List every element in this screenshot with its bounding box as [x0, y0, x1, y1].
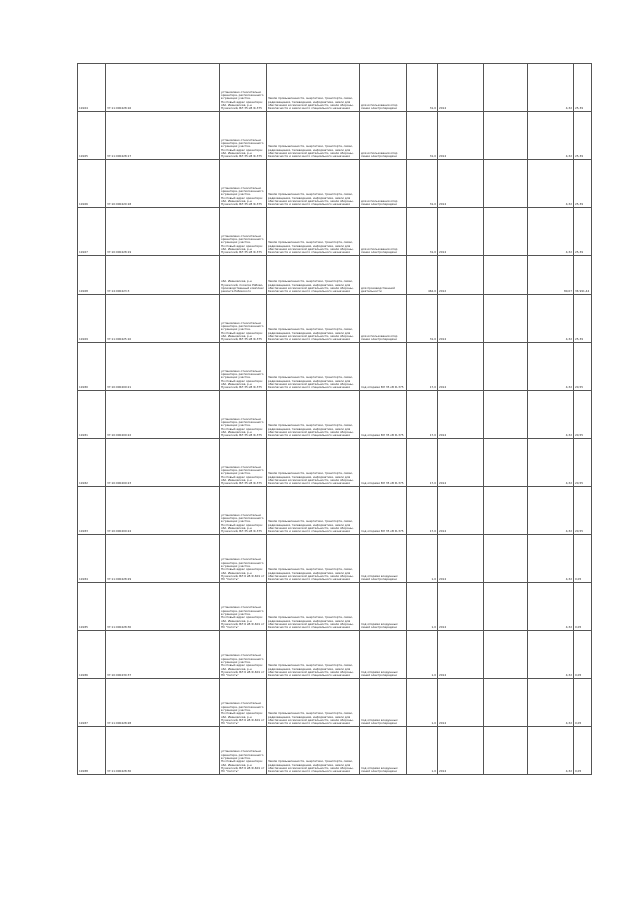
year-value: 2014	[438, 727, 484, 775]
location-description: установлено относительно ориентира, расположенного в границах участка. Почтовый адрес ориентира: обл. Ивановская, р-н Пучежский, ВЛ 35 кВ Ф-375	[220, 112, 267, 160]
land-category: Земли промышленности, энергетики, транспорта, связи, радиовещания, телевидения, информатики, земли для обеспечения космической деятельности, земли обороны, безопасности и земли иного специального назначения	[267, 679, 360, 727]
rate-value: 4,32	[528, 679, 574, 727]
table-row	[78, 208, 592, 256]
location-description: установлено относительно ориентира, расположенного в границах участка. Почтовый адрес ориентира: обл. Ивановская, р-н Пучежский, ВЛ 35 кВ Ф-375	[220, 160, 267, 208]
location-description: установлено относительно ориентира, расположенного в границах участка. Почтовый адрес ориентира: обл. Ивановская, р-н Пучежский, ВЛ 35 кВ Ф-375	[220, 487, 267, 535]
rate-value: 4,32	[528, 112, 574, 160]
value-one	[484, 64, 528, 112]
cadastral-number: 37:11:000428:28	[106, 679, 220, 727]
permitted-use: под опорами воздушных линий электропередачи	[360, 631, 407, 679]
year-value: 2014	[438, 679, 484, 727]
row-number: 19180	[78, 343, 106, 391]
cadastral-number: 37:10:000420:18	[106, 160, 220, 208]
row-number: 19184	[78, 535, 106, 583]
year-value: 2012	[438, 256, 484, 295]
amount-value: 25,39	[574, 64, 592, 112]
amount-value: 0,05	[574, 583, 592, 631]
permitted-use: под опорами ВЛ 35 кВ Ф-375	[360, 439, 407, 487]
location-description: установлено относительно ориентира, расположенного в границах участка. Почтовый адрес ориентира: обл. Ивановская, р-н Пучежский, ВЛ 35 кВ Ф-375	[220, 208, 267, 256]
permitted-use: под опорами воздушных линий электропередачи	[360, 535, 407, 583]
year-value: 2014	[438, 487, 484, 535]
rate-value: 4,32	[528, 487, 574, 535]
value-one	[484, 160, 528, 208]
table-row	[78, 439, 592, 487]
land-category: Земли промышленности, энергетики, транспорта, связи, радиовещания, телевидения, информатики, земли для обеспечения космической деятельности, земли обороны, безопасности и земли иного специального назначения	[267, 160, 360, 208]
row-number: 19188	[78, 727, 106, 775]
row-number: 19186	[78, 631, 106, 679]
amount-value: 20,55	[574, 391, 592, 439]
value-one	[484, 727, 528, 775]
location-description: установлено относительно ориентира, расположенного в границах участка. Почтовый адрес ориентира: обл. Ивановская, р-н Пучежский, ВЛ 6 кВ Ф-601 от ПС "Сеготь"	[220, 631, 267, 679]
permitted-use: под опорами воздушных линий электропередачи	[360, 583, 407, 631]
amount-value: 0,05	[574, 679, 592, 727]
rate-value: 4,32	[528, 631, 574, 679]
area-value: 1,0	[407, 727, 438, 775]
land-plot-register-table	[77, 63, 592, 775]
year-value: 2014	[438, 208, 484, 256]
row-number: 19167	[78, 208, 106, 256]
location-description: установлено относительно ориентира, расположенного в границах участка. Почтовый адрес ориентира: обл. Ивановская, р-н Пучежский, ВЛ 35 кВ Ф-375	[220, 391, 267, 439]
register-body	[78, 64, 592, 775]
cadastral-number: 37:11:000425:10	[106, 295, 220, 343]
rate-value: 4,32	[528, 439, 574, 487]
value-one	[484, 208, 528, 256]
table-row	[78, 727, 592, 775]
area-value: 31,0	[407, 295, 438, 343]
location-description: установлено относительно ориентира, расположенного в границах участка. Почтовый адрес ориентира: обл. Ивановская, р-н Пучежский, ВЛ 6 кВ Ф-601 от ПС "Сеготь"	[220, 727, 267, 775]
table-row	[78, 391, 592, 439]
location-description: установлено относительно ориентира, расположенного в границах участка. Почтовый адрес ориентира: обл. Ивановская, р-н Пучежский, ВЛ 6 кВ Ф-601 от ПС "Сеготь"	[220, 535, 267, 583]
table-row	[78, 631, 592, 679]
value-one	[484, 295, 528, 343]
value-one	[484, 256, 528, 295]
year-value: 2014	[438, 583, 484, 631]
permitted-use: под опорами воздушных линий электропередачи	[360, 679, 407, 727]
row-number: 19187	[78, 679, 106, 727]
cadastral-number: 37:11:000428:29	[106, 535, 220, 583]
area-value: 31,0	[407, 160, 438, 208]
amount-value: 25,39	[574, 295, 592, 343]
rate-value: 4,32	[528, 391, 574, 439]
year-value: 2014	[438, 439, 484, 487]
permitted-use: для использования опор линии электропередачи	[360, 160, 407, 208]
value-one	[484, 583, 528, 631]
permitted-use: под опорами ВЛ 35 кВ Ф-375	[360, 487, 407, 535]
row-number: 19181	[78, 391, 106, 439]
rate-value: 4,32	[528, 583, 574, 631]
rate-value: 4,32	[528, 727, 574, 775]
permitted-use: под опорами ВЛ 35 кВ Ф-375	[360, 391, 407, 439]
area-value: 31,0	[407, 64, 438, 112]
land-category: Земли промышленности, энергетики, транспорта, связи, радиовещания, телевидения, информатики, земли для обеспечения космической деятельности, земли обороны, безопасности и земли иного специального назначения	[267, 727, 360, 775]
table-row	[78, 679, 592, 727]
value-one	[484, 631, 528, 679]
area-value: 462,0	[407, 256, 438, 295]
row-number: 19182	[78, 439, 106, 487]
amount-value: 0,05	[574, 727, 592, 775]
cadastral-number: 37:10:000409:21	[106, 343, 220, 391]
cadastral-number: 37:10:000409:22	[106, 391, 220, 439]
land-category: Земли промышленности, энергетики, транспорта, связи, радиовещания, телевидения, информатики, земли для обеспечения космической деятельности, земли обороны, безопасности и земли иного специального назначения	[267, 343, 360, 391]
location-description: установлено относительно ориентира, расположенного в границах участка. Почтовый адрес ориентира: обл. Ивановская, р-н Пучежский, ВЛ 35 кВ Ф-375	[220, 343, 267, 391]
cadastral-number: 37:10:000430:37	[106, 631, 220, 679]
rate-value: 4,32	[528, 208, 574, 256]
row-number: 19166	[78, 160, 106, 208]
rate-value: 4,32	[528, 535, 574, 583]
amount-value: 20,55	[574, 343, 592, 391]
table-row	[78, 583, 592, 631]
location-description: установлено относительно ориентира, расположенного в границах участка. Почтовый адрес ориентира: обл. Ивановская, р-н Пучежский, ВЛ 35 кВ Ф-375	[220, 64, 267, 112]
permitted-use: под опорами воздушных линий электропередачи	[360, 727, 407, 775]
table-row	[78, 160, 592, 208]
area-value: 17,0	[407, 487, 438, 535]
year-value: 2014	[438, 160, 484, 208]
year-value: 2014	[438, 64, 484, 112]
rate-value: 4,32	[528, 160, 574, 208]
register-sheet	[77, 63, 592, 775]
land-category: Земли промышленности, энергетики, транспорта, связи, радиовещания, телевидения, информатики, земли для обеспечения космической деятельности, земли обороны, безопасности и земли иного специального назначения	[267, 64, 360, 112]
row-number: 19164	[78, 64, 106, 112]
year-value: 2014	[438, 295, 484, 343]
cadastral-number: 37:11:000428:30	[106, 727, 220, 775]
land-category: Земли промышленности, энергетики, транспорта, связи, радиовещания, телевидения, информатики, земли для обеспечения космической деятельности, земли обороны, безопасности и земли иного специального назначения	[267, 535, 360, 583]
amount-value: 25,39	[574, 112, 592, 160]
value-one	[484, 439, 528, 487]
location-description: установлено относительно ориентира, расположенного в границах участка. Почтовый адрес ориентира: обл. Ивановская, р-н Пучежский, ВЛ 35 кВ Ф-375	[220, 439, 267, 487]
location-description: установлено относительно ориентира, расположенного в границах участка. Почтовый адрес ориентира: обл. Ивановская, р-н Пучежский, ВЛ 6 кВ Ф-601 от ПС "Сеготь"	[220, 679, 267, 727]
location-description: установлено относительно ориентира, расположенного в границах участка. Почтовый адрес ориентира: обл. Ивановская, р-н Пучежский, ВЛ 6 кВ Ф-601 от ПС "Сеготь"	[220, 583, 267, 631]
table-row	[78, 64, 592, 112]
table-row	[78, 295, 592, 343]
row-number: 19185	[78, 583, 106, 631]
amount-value: 36 991,44	[574, 256, 592, 295]
rate-value: 4,32	[528, 343, 574, 391]
land-category: Земли промышленности, энергетики, транспорта, связи, радиовещания, телевидения, информатики, земли для обеспечения космической деятельности, земли обороны, безопасности и земли иного специального назначения	[267, 487, 360, 535]
rate-value: 4,32	[528, 64, 574, 112]
land-category: Земли промышленности, энергетики, транспорта, связи, радиовещания, телевидения, информатики, земли для обеспечения космической деятельности, земли обороны, безопасности и земли иного специального назначения	[267, 391, 360, 439]
area-value: 31,0	[407, 208, 438, 256]
area-value: 17,0	[407, 343, 438, 391]
permitted-use: для использования опор линии электропередачи	[360, 112, 407, 160]
year-value: 2014	[438, 535, 484, 583]
location-description: установлено относительно ориентира, расположенного в границах участка. Почтовый адрес ориентира: обл. Ивановская, р-н Пучежский, ВЛ 35 кВ Ф-375	[220, 295, 267, 343]
area-value: 1,0	[407, 535, 438, 583]
cadastral-number: 37:11:000428:17	[106, 112, 220, 160]
cadastral-number: 37:10:000409:24	[106, 487, 220, 535]
value-one	[484, 112, 528, 160]
table-row	[78, 487, 592, 535]
value-one	[484, 487, 528, 535]
year-value: 2014	[438, 631, 484, 679]
land-category: Земли промышленности, энергетики, транспорта, связи, радиовещания, телевидения, информатики, земли для обеспечения космической деятельности, земли обороны, безопасности и земли иного специального назначения	[267, 439, 360, 487]
land-category: Земли промышленности, энергетики, транспорта, связи, радиовещания, телевидения, информатики, земли для обеспечения космической деятельности, земли обороны, безопасности и земли иного специального назначения	[267, 256, 360, 295]
permitted-use: для производственной деятельности	[360, 256, 407, 295]
amount-value: 0,05	[574, 535, 592, 583]
land-category: Земли промышленности, энергетики, транспорта, связи, радиовещания, телевидения, информатики, земли для обеспечения космической деятельности, земли обороны, безопасности и земли иного специального назначения	[267, 295, 360, 343]
location-description: обл. Ивановская, р-н Пучежский, поселок Рябово, производственный комплекс ремонта Рябовского	[220, 256, 267, 295]
amount-value: 20,55	[574, 487, 592, 535]
row-number: 19183	[78, 487, 106, 535]
table-row	[78, 535, 592, 583]
area-value: 1,0	[407, 583, 438, 631]
table-row	[78, 256, 592, 295]
value-one	[484, 679, 528, 727]
cadastral-number: 37:14:000423:3	[106, 256, 220, 295]
year-value: 2014	[438, 343, 484, 391]
area-value: 17,0	[407, 391, 438, 439]
permitted-use: для использования опор линии электропередачи	[360, 295, 407, 343]
rate-value: 80,07	[528, 256, 574, 295]
cadastral-number: 37:10:000409:23	[106, 439, 220, 487]
permitted-use: для использования опор линии электропередачи	[360, 64, 407, 112]
value-one	[484, 535, 528, 583]
value-one	[484, 343, 528, 391]
area-value: 17,0	[407, 439, 438, 487]
row-number: 19169	[78, 295, 106, 343]
area-value: 31,0	[407, 112, 438, 160]
amount-value: 25,39	[574, 208, 592, 256]
year-value: 2014	[438, 391, 484, 439]
land-category: Земли промышленности, энергетики, транспорта, связи, радиовещания, телевидения, информатики, земли для обеспечения космической деятельности, земли обороны, безопасности и земли иного специального назначения	[267, 583, 360, 631]
table-row	[78, 112, 592, 160]
cadastral-number: 37:11:000428:30	[106, 583, 220, 631]
row-number: 19165	[78, 112, 106, 160]
permitted-use: для использования опор линии электропередачи	[360, 208, 407, 256]
value-one	[484, 391, 528, 439]
area-value: 1,0	[407, 679, 438, 727]
land-category: Земли промышленности, энергетики, транспорта, связи, радиовещания, телевидения, информатики, земли для обеспечения космической деятельности, земли обороны, безопасности и земли иного специального назначения	[267, 208, 360, 256]
amount-value: 25,39	[574, 160, 592, 208]
rate-value: 4,32	[528, 295, 574, 343]
cadastral-number: 37:11:000428:16	[106, 64, 220, 112]
land-category: Земли промышленности, энергетики, транспорта, связи, радиовещания, телевидения, информатики, земли для обеспечения космической деятельности, земли обороны, безопасности и земли иного специального назначения	[267, 631, 360, 679]
year-value: 2014	[438, 112, 484, 160]
table-row	[78, 343, 592, 391]
row-number: 19168	[78, 256, 106, 295]
land-category: Земли промышленности, энергетики, транспорта, связи, радиовещания, телевидения, информатики, земли для обеспечения космической деятельности, земли обороны, безопасности и земли иного специального назначения	[267, 112, 360, 160]
amount-value: 20,55	[574, 439, 592, 487]
amount-value: 0,05	[574, 631, 592, 679]
permitted-use: под опорами ВЛ 35 кВ Ф-375	[360, 343, 407, 391]
area-value: 1,0	[407, 631, 438, 679]
cadastral-number: 37:10:000428:19	[106, 208, 220, 256]
